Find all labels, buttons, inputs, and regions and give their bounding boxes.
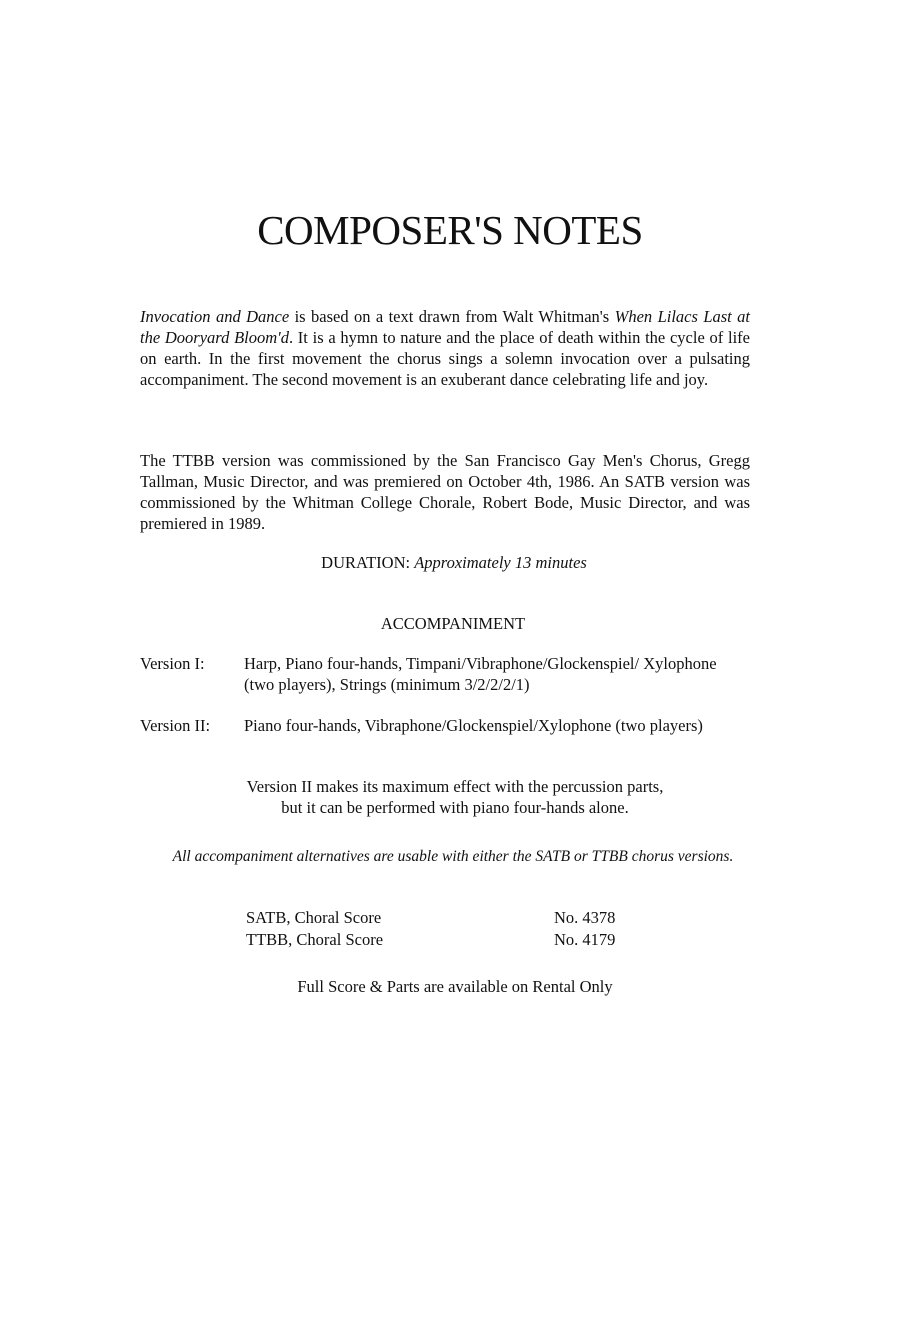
poem-title: When Lilacs Last at the Dooryard Bloom'd xyxy=(140,307,750,347)
intro-paragraph xyxy=(140,306,750,390)
page-title: COMPOSER'S NOTES xyxy=(257,207,643,253)
catalog-row xyxy=(246,907,646,929)
version-2-label: Version II: xyxy=(140,716,211,735)
duration-line xyxy=(0,552,900,573)
version-1-text: Harp, Piano four-hands, Timpani/Vibraphone/Glockenspiel/ Xylophone (two players), Strings (minimum 3/2/2/2/1) xyxy=(244,654,717,694)
version-2-note-line-1: Version II makes its maximum effect with the percussion parts, xyxy=(246,777,664,796)
version-2-text: Piano four-hands, Vibraphone/Glockenspiel/Xylophone (two players) xyxy=(244,716,703,735)
version-2-note xyxy=(0,776,900,818)
catalog-title: SATB, Choral Score xyxy=(246,908,382,927)
rental-note: Full Score & Parts are available on Rental Only xyxy=(297,977,613,996)
intro-text-b: . It is a hymn to nature and the place of death within the cycle of life on earth. In the first movement the chorus sings a solemn invocation over a pulsating accompaniment. The second movement is an exuberant dance celebrating life and joy. xyxy=(140,328,750,389)
version-2-note-line-2: but it can be performed with piano four-hands alone. xyxy=(281,798,629,817)
duration-label: DURATION: xyxy=(321,553,411,572)
catalog-number: No. 4179 xyxy=(554,930,616,949)
version-1-label: Version I: xyxy=(140,654,205,673)
duration-value: Approximately 13 minutes xyxy=(414,553,587,572)
alternatives-note: All accompaniment alternatives are usable with either the SATB or TTBB chorus versions. xyxy=(172,848,734,865)
commission-paragraph: The TTBB version was commissioned by the San Francisco Gay Men's Chorus, Gregg Tallman, Music Director, and was premiered on October 4th, 1986. An SATB version was commissioned by the Whitman College Chorale, Robert Bode, Music Director, and was premiered in 1989. xyxy=(140,451,750,533)
accompaniment-heading: ACCOMPANIMENT xyxy=(380,614,526,633)
catalog-number: No. 4378 xyxy=(554,908,616,927)
catalog-row xyxy=(246,929,646,951)
catalog-list xyxy=(246,907,646,951)
intro-text-a: is based on a text drawn from Walt Whitman's xyxy=(289,307,615,326)
catalog-title: TTBB, Choral Score xyxy=(246,930,384,949)
work-title: Invocation and Dance xyxy=(140,307,290,326)
